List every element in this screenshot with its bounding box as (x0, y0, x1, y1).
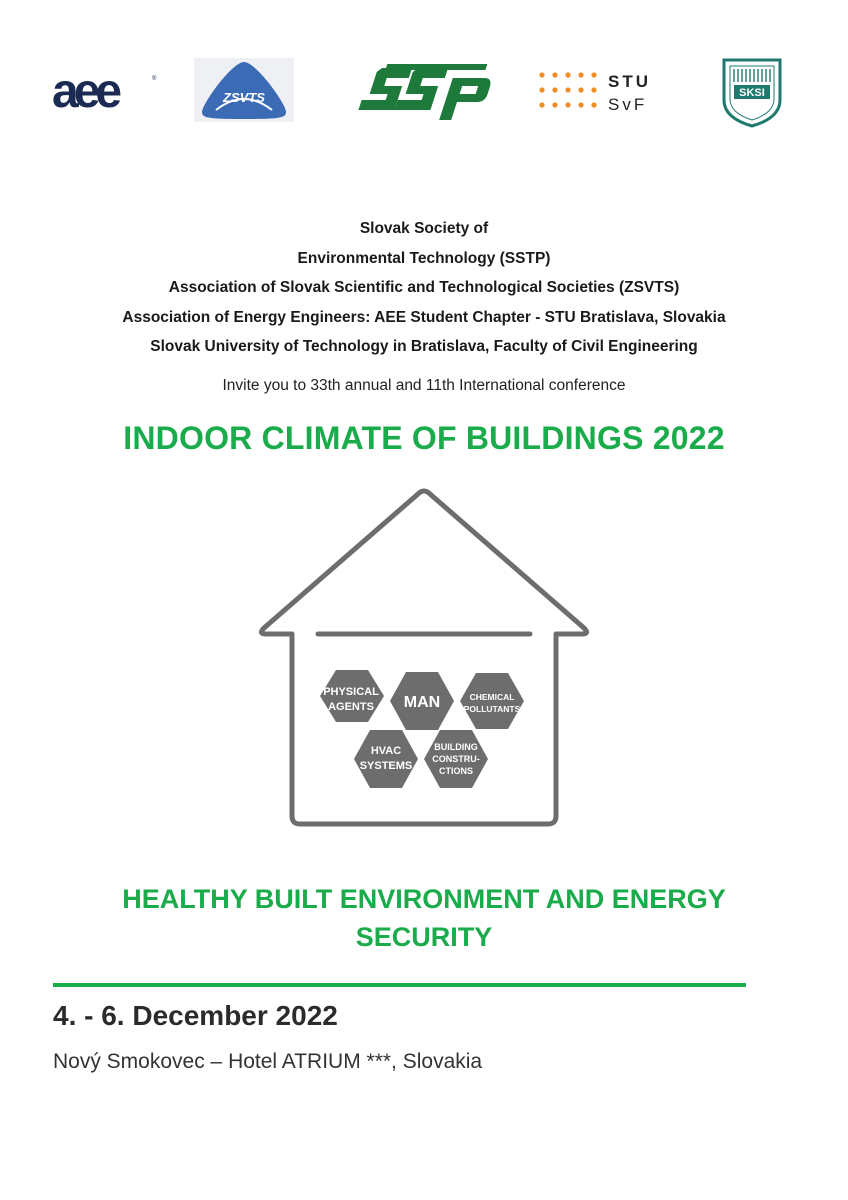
hexagon-physical-agents (320, 670, 384, 722)
hexagon-hvac-systems (354, 730, 418, 788)
hexagon-label: POLLUTANTS (463, 704, 521, 714)
organizer-line: Slovak University of Technology in Bratislava, Faculty of Civil Engineering (150, 338, 698, 356)
organizer-line: Environmental Technology (SSTP) (297, 249, 551, 267)
aee-logo (52, 70, 162, 114)
house-diagram (252, 482, 596, 834)
conference-title: INDOOR CLIMATE OF BUILDINGS 2022 (123, 420, 725, 456)
logo-row (0, 0, 848, 140)
hexagon-label: CHEMICAL (469, 692, 515, 702)
hexagon-label: CTIONS (438, 766, 474, 776)
hexagon-label: CONSTRU- (432, 754, 480, 764)
aee-logo-text: aee (52, 70, 118, 114)
hexagon-label: SYSTEMS (359, 760, 413, 772)
sstp-logo-text: SSTP (358, 62, 361, 63)
hexagon-label: HVAC (370, 745, 402, 757)
organizer-line: Association of Energy Engineers: AEE Student Chapter - STU Bratislava, Slovakia (122, 308, 726, 326)
svg-text:®: ® (152, 76, 157, 82)
divider-rule (53, 983, 746, 987)
hexagon-label: AGENTS (328, 701, 374, 713)
zsvts-logo (194, 58, 294, 122)
invite-text: Invite you to 33th annual and 11th International conference (222, 377, 626, 394)
event-venue: Nový Smokovec – Hotel ATRIUM ***, Slovakia (53, 1050, 483, 1073)
hexagon-label: BUILDING (434, 742, 478, 752)
stu-text: STU (608, 72, 651, 91)
sstp-logo (358, 62, 492, 124)
organizers-block (0, 214, 848, 362)
hexagon-building-constructions (424, 730, 488, 788)
event-dates: 4. - 6. December 2022 (53, 1000, 338, 1031)
organizer-line: Slovak Society of (359, 220, 489, 237)
hexagon-man (390, 672, 454, 730)
hexagon-label: PHYSICAL (323, 686, 379, 698)
sksi-logo (720, 56, 784, 128)
hexagon-chemical-pollutants (460, 673, 524, 729)
house-outline (261, 491, 586, 824)
conference-subtitle: HEALTHY BUILT ENVIRONMENT AND ENERGY SECURITY (122, 884, 726, 952)
hexagon-label: MAN (403, 694, 441, 711)
sksi-logo-text: SKSI (739, 87, 765, 99)
zsvts-logo-text: ZSVTS (223, 90, 265, 105)
stu-svf-logo (538, 70, 662, 116)
svf-text: SvF (608, 95, 648, 114)
organizer-line: Association of Slovak Scientific and Technological Societies (ZSVTS) (168, 279, 680, 297)
